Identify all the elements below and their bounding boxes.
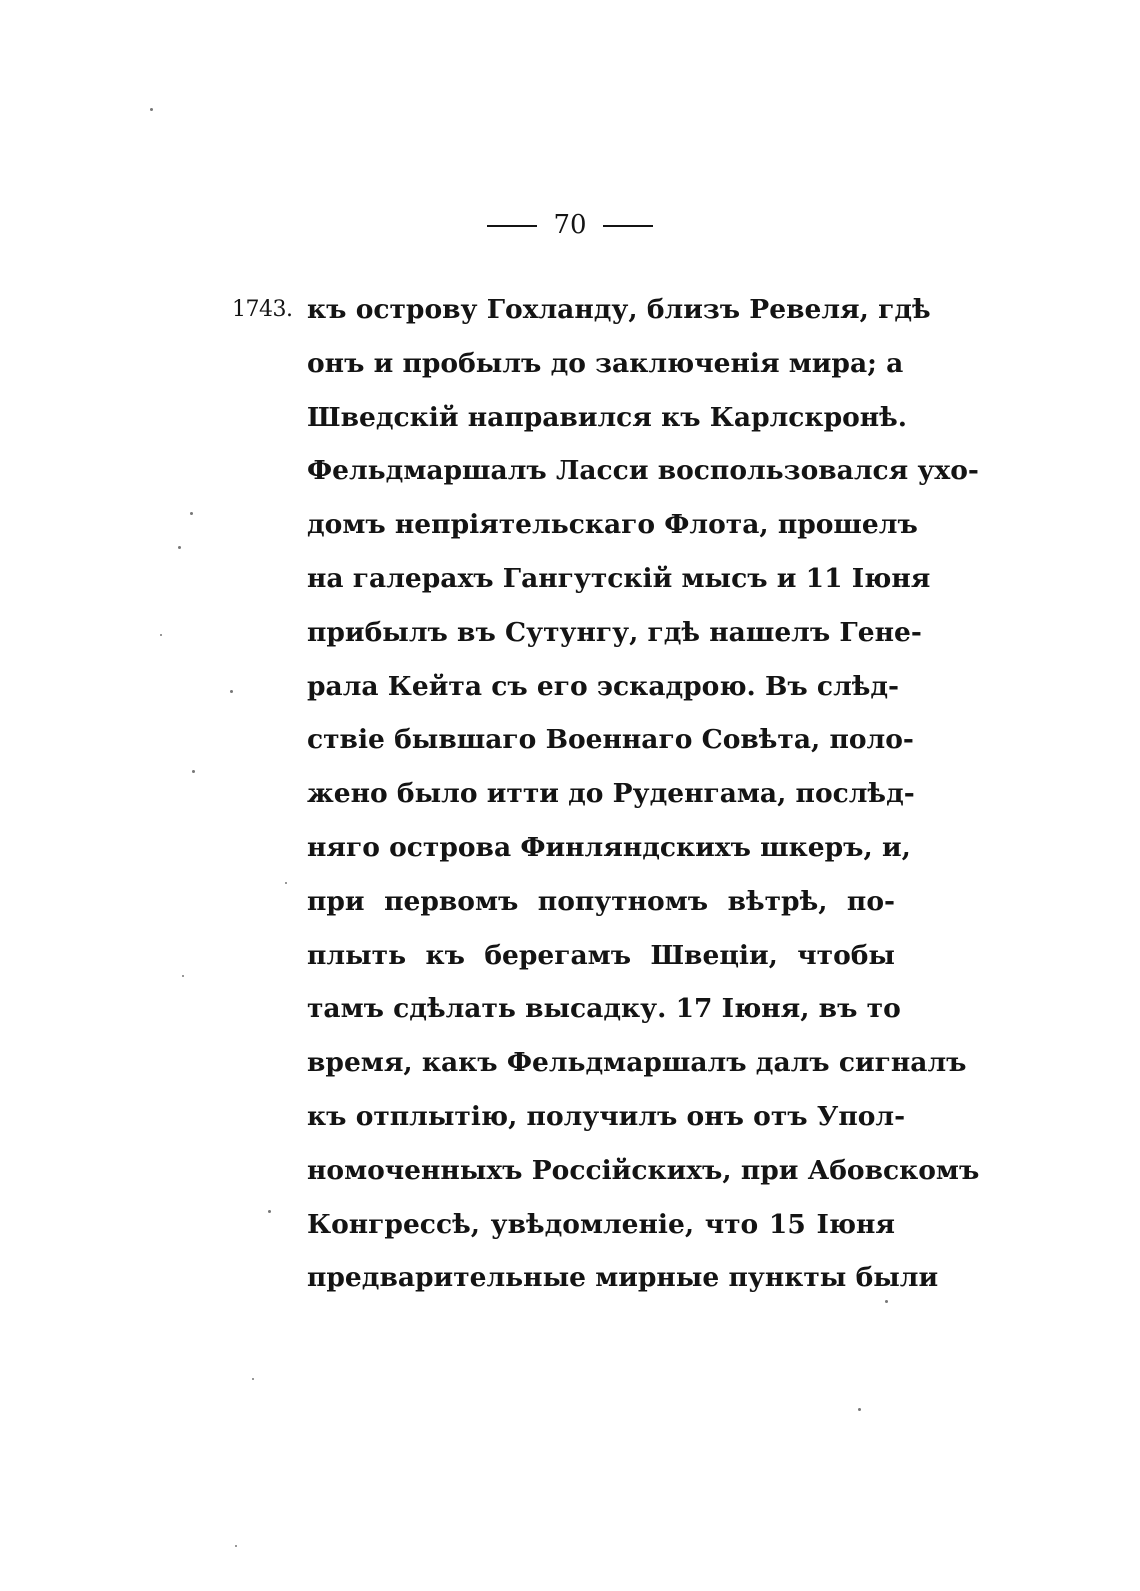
margin-year-note: 1743.	[232, 297, 293, 322]
page-header	[0, 205, 1140, 245]
scan-speck	[858, 1408, 861, 1411]
right-dash	[603, 225, 653, 227]
text-line: Фельдмаршалъ Ласси воспользовался ухо-	[307, 455, 979, 487]
text-line: къ острову Гохланду, близъ Ревеля, гдѣ	[307, 294, 931, 325]
text-line: няго острова Финляндскихъ шкеръ, и,	[307, 831, 911, 863]
text-line: къ отплытію, получилъ онъ отъ Упол-	[307, 1100, 906, 1132]
text-line: предварительные мирные пункты были	[307, 1262, 939, 1294]
text-line: домъ непріятельскаго Флота, прошелъ	[307, 509, 918, 541]
scan-speck	[178, 546, 181, 549]
scan-speck	[285, 882, 287, 884]
text-line: номоченныхъ Россійскихъ, при Абовскомъ	[307, 1154, 980, 1186]
scan-speck	[885, 1300, 888, 1303]
scan-speck	[160, 634, 162, 636]
text-line: онъ и пробылъ до заключенія мира; а	[307, 347, 904, 379]
scan-speck	[150, 108, 153, 111]
text-line: прибылъ въ Сутунгу, гдѣ нашелъ Гене-	[307, 616, 922, 648]
text-line: Шведскій направился къ Карлскронѣ.	[307, 401, 908, 433]
text-line: ствіе бывшаго Военнаго Совѣта, поло-	[307, 724, 914, 756]
text-line: тамъ сдѣлать высадку. 17 Іюня, въ то	[307, 993, 901, 1025]
scan-speck	[252, 1378, 254, 1380]
scan-speck	[230, 690, 233, 693]
scan-speck	[192, 770, 195, 773]
body-text	[307, 288, 980, 1310]
scan-speck	[190, 512, 193, 515]
text-line: жено было итти до Руденгама, послѣд-	[307, 778, 915, 810]
scan-speck	[235, 1545, 237, 1547]
text-line: плыть къ берегамъ Швеціи, чтобы	[307, 939, 895, 971]
scan-speck	[268, 1210, 271, 1213]
text-line: рала Кейта съ его эскадрою. Въ слѣд-	[307, 670, 900, 702]
scan-speck	[182, 975, 184, 977]
left-dash	[487, 225, 537, 227]
text-line: на галерахъ Гангутскій мысъ и 11 Іюня	[307, 562, 931, 594]
text-line: при первомъ попутномъ вѣтрѣ, по-	[307, 885, 895, 917]
page-number: 70	[553, 210, 587, 240]
text-line: время, какъ Фельдмаршалъ далъ сигналъ	[307, 1047, 967, 1079]
text-line: Конгрессѣ, увѣдомленіе, что 15 Іюня	[307, 1208, 895, 1240]
